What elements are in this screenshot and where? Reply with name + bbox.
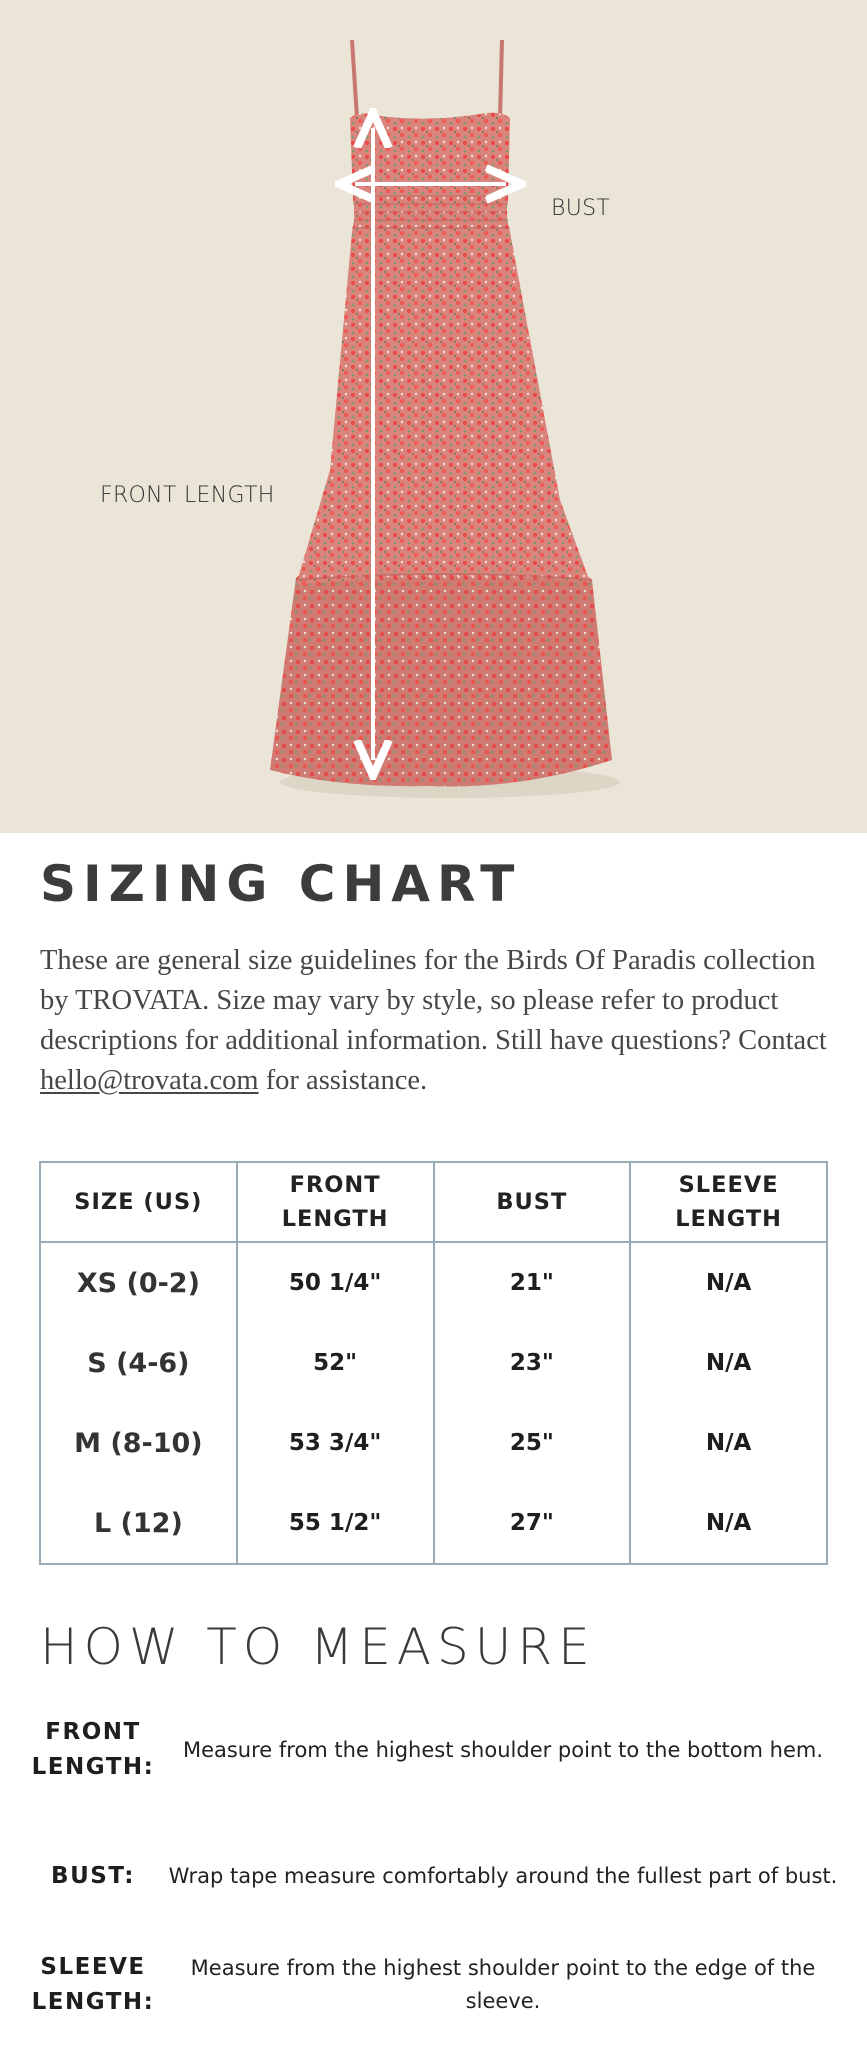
measure-description: Wrap tape measure comfortably around the fullest part of bust. — [168, 1863, 838, 1888]
skirt — [296, 232, 590, 585]
intro-text: These are general size guidelines for the Birds Of Paradis collection by TROVATA. Size may vary by style, so please refer to product descriptions for additional information. Still have questions? Contact — [40, 945, 827, 1056]
header-label: LENGTH — [281, 1206, 389, 1232]
intro-paragraph — [40, 941, 840, 1101]
left-strap — [352, 40, 357, 118]
header-bust — [434, 1162, 631, 1242]
sleeve-length-cell: N/A — [630, 1242, 827, 1323]
sleeve-length-cell: N/A — [630, 1483, 827, 1564]
size-cell: M (8-10) — [40, 1403, 237, 1483]
header-label: LENGTH — [675, 1206, 783, 1232]
term-line: BUST: — [51, 1862, 135, 1889]
dress-image — [0, 0, 867, 833]
skirt-tier — [270, 572, 612, 787]
term-line: LENGTH: — [31, 1754, 155, 1780]
right-strap — [500, 40, 502, 118]
bust-label: BUST — [551, 196, 611, 221]
how-to-measure-title: HOW TO MEASURE — [40, 1618, 596, 1676]
table-header-row — [40, 1162, 827, 1242]
front-length-label: FRONT LENGTH — [100, 483, 275, 508]
header-sleeve-length — [630, 1162, 827, 1242]
bust-cell: 25" — [434, 1403, 631, 1483]
measure-term — [30, 1950, 156, 2020]
bust-cell: 23" — [434, 1323, 631, 1403]
header-label: SLEEVE — [678, 1172, 779, 1198]
front-length-cell: 55 1/2" — [237, 1483, 434, 1564]
header-label: BUST — [496, 1189, 568, 1215]
measure-item-sleeve-length — [30, 1947, 840, 2023]
measure-term — [30, 1859, 156, 1894]
front-length-cell: 53 3/4" — [237, 1403, 434, 1483]
term-line: LENGTH: — [31, 1989, 155, 2015]
measure-description: Measure from the highest shoulder point to the edge of the sleeve. — [190, 1956, 816, 2013]
bust-cell: 21" — [434, 1242, 631, 1323]
front-length-cell: 52" — [237, 1323, 434, 1403]
header-size — [40, 1162, 237, 1242]
measure-term — [30, 1715, 156, 1785]
front-length-cell: 50 1/4" — [237, 1242, 434, 1323]
size-cell: S (4-6) — [40, 1323, 237, 1403]
sleeve-length-cell: N/A — [630, 1323, 827, 1403]
table-row — [40, 1483, 827, 1564]
email-link[interactable]: hello@trovata.com — [40, 1065, 259, 1096]
table-row — [40, 1323, 827, 1403]
size-cell: XS (0-2) — [40, 1242, 237, 1323]
sleeve-length-cell: N/A — [630, 1403, 827, 1483]
size-cell: L (12) — [40, 1483, 237, 1564]
header-label: FRONT — [289, 1172, 381, 1198]
measure-item-front-length — [30, 1712, 840, 1788]
size-table — [39, 1161, 828, 1565]
table-row — [40, 1242, 827, 1323]
page-title: SIZING CHART — [40, 855, 522, 913]
bust-cell: 27" — [434, 1483, 631, 1564]
measure-item-bust — [30, 1838, 840, 1914]
measure-description: Measure from the highest shoulder point to the bottom hem. — [182, 1737, 824, 1762]
dress-illustration — [0, 0, 867, 833]
header-front-length — [237, 1162, 434, 1242]
term-line: SLEEVE — [40, 1954, 146, 1980]
table-row — [40, 1403, 827, 1483]
term-line: FRONT — [45, 1719, 141, 1745]
header-label: SIZE (US) — [74, 1189, 203, 1215]
intro-text-end: for assistance. — [258, 1065, 428, 1096]
